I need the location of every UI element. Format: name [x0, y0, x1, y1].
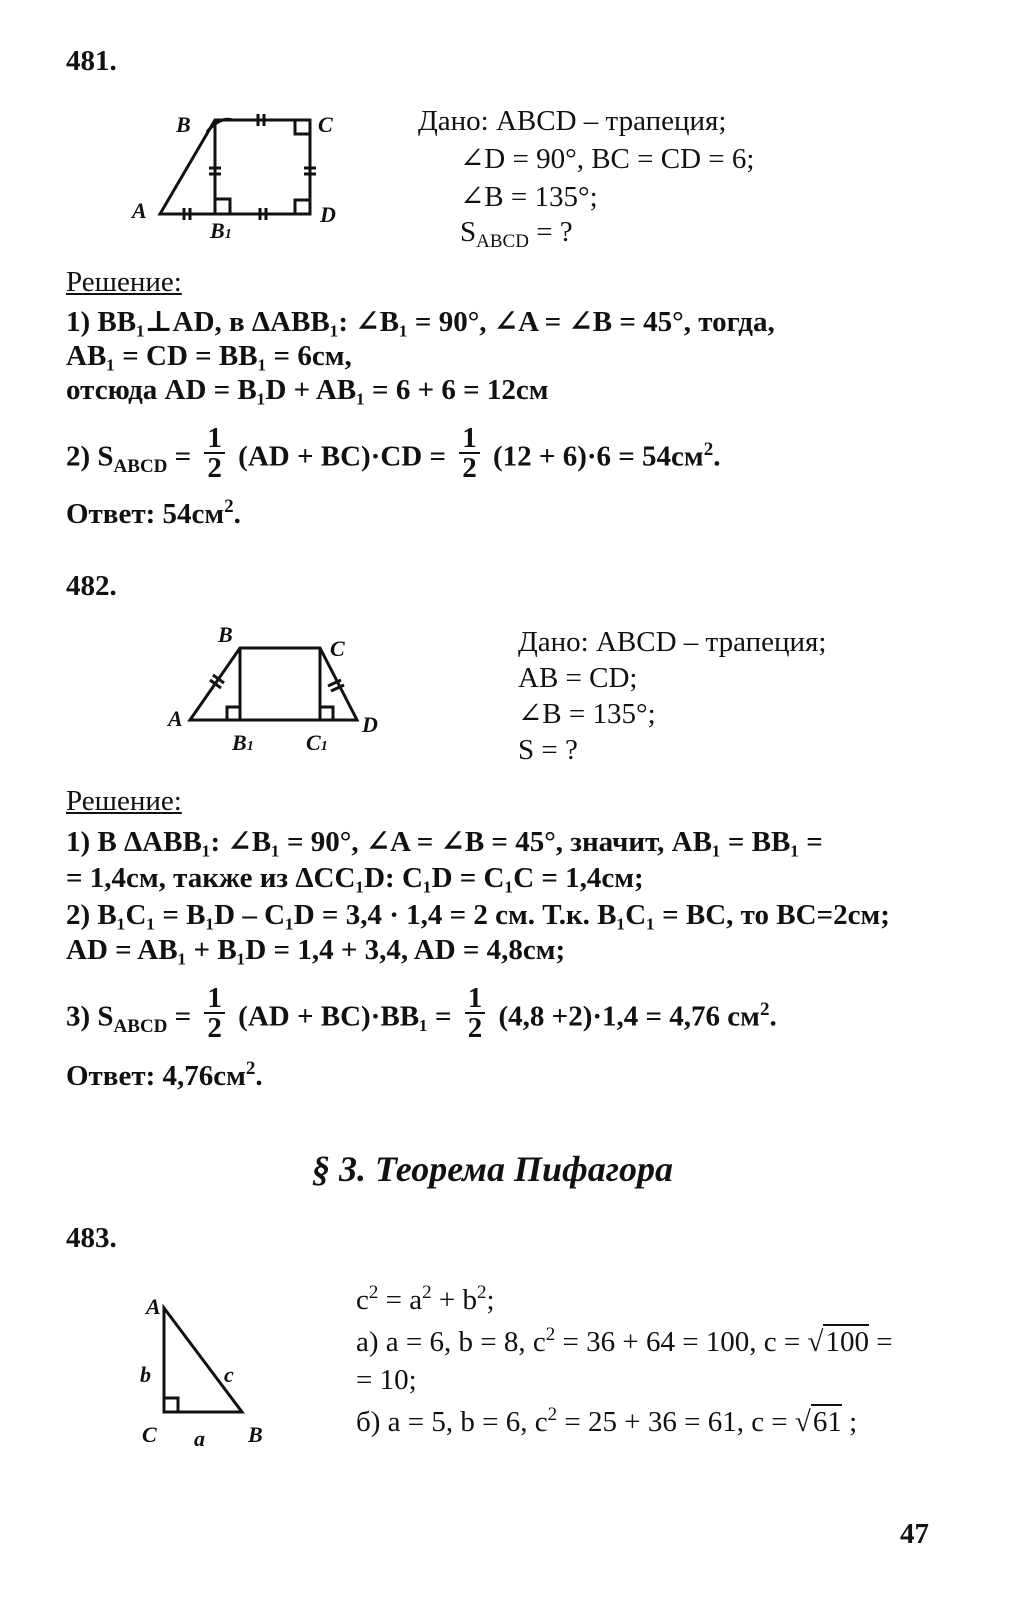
vertex-label-c: C — [330, 636, 345, 661]
fraction-one-half: $\frac{1}{2}$ — [459, 424, 480, 482]
solution-481-line-4: 2) $S_{ABCD}$ = $\frac{1}{2}$ (AD + BC)·CD = $\frac{1}{2}$ $(12 + 6)\cdot 6 = 54см^2$. — [66, 422, 721, 484]
solution-481-line-1: 1) BB₁⊥AD, в ΔABB₁: ∠B₁ = 90°, ∠A = ∠B = 45°, тогда, — [66, 306, 775, 338]
vertex-label-a: A — [168, 706, 183, 731]
vertex-label-c: C — [318, 112, 333, 137]
solution-heading-482: Решение: — [66, 785, 182, 817]
solution-heading-481: Решение: — [66, 266, 182, 298]
given-481-line-2: ∠D = 90°, BC = CD = 6; — [460, 143, 755, 175]
given-482-line-4: S = ? — [518, 734, 578, 766]
fraction-one-half: $\frac{1}{2}$ — [204, 424, 225, 482]
vertex-label-d: D — [362, 712, 378, 737]
side-label-b: b — [140, 1362, 151, 1387]
solution-483-line-4: б) a = 5, b = 6, $c^2 = 25 + 36 = 61$, c = √61 ; — [356, 1404, 858, 1438]
given-481-line-1: Дано: ABCD – трапеция; — [418, 105, 727, 137]
side-label-a: a — [194, 1426, 205, 1451]
right-triangle-figure-483 — [158, 1300, 268, 1420]
fraction-one-half: $\frac{1}{2}$ — [465, 984, 486, 1042]
given-481-line-4: $S_{ABCD}$ = ? — [460, 216, 573, 252]
solution-482-line-5: 3) $S_{ABCD}$ = $\frac{1}{2}$ (AD + BC)·BB₁ = $\frac{1}{2}$ (4,8 +2)·1,4 = 4,76 $см^2$. — [66, 982, 777, 1044]
problem-number-483: 483. — [66, 1222, 117, 1254]
solution-481-line-3: отсюда AD = B₁D + AB₁ = 6 + 6 = 12см — [66, 374, 549, 406]
section-title: § 3. Теорема Пифагора — [312, 1149, 674, 1189]
vertex-label-a: A — [132, 198, 147, 223]
solution-483-line-1: $c^2 = a^2 + b^2$; — [356, 1282, 495, 1316]
page-number: 47 — [900, 1518, 929, 1550]
vertex-label-c1: C1 — [306, 730, 328, 755]
isosceles-trapezoid-figure-482 — [185, 640, 385, 730]
fraction-one-half: $\frac{1}{2}$ — [204, 984, 225, 1042]
answer-481: Ответ: $54см^2$. — [66, 496, 241, 530]
answer-482: Ответ: $4,76см^2$. — [66, 1058, 263, 1092]
solution-483-line-3: = 10; — [356, 1364, 417, 1396]
given-482-line-1: Дано: ABCD – трапеция; — [518, 626, 827, 658]
vertex-label-d: D — [320, 202, 336, 227]
vertex-label-b1: B1 — [210, 218, 232, 243]
solution-482-line-3: 2) B₁C₁ = B₁D – C₁D = 3,4 · 1,4 = 2 см. Т.к. B₁C₁ = BC, то BC=2см; — [66, 899, 890, 931]
vertex-label-b1: B1 — [232, 730, 254, 755]
problem-number-482: 482. — [66, 570, 117, 602]
given-481-line-3: ∠B = 135°; — [460, 181, 598, 213]
vertex-label-b: B — [248, 1422, 263, 1447]
solution-483-line-2: а) a = 6, b = 8, $c^2 = 36 + 64 = 100$, c = √100 = — [356, 1324, 893, 1358]
solution-482-line-1: 1) В ΔABB₁: ∠B₁ = 90°, ∠A = ∠B = 45°, значит, AB₁ = BB₁ = — [66, 826, 823, 858]
side-label-c: c — [224, 1362, 234, 1387]
vertex-label-a: A — [146, 1294, 161, 1319]
vertex-label-b: B — [218, 622, 233, 647]
solution-481-line-2: AB₁ = CD = BB₁ = 6см, — [66, 340, 352, 372]
vertex-label-b: B — [176, 112, 191, 137]
problem-number-481: 481. — [66, 45, 117, 77]
given-482-line-3: ∠B = 135°; — [518, 698, 656, 730]
solution-482-line-4: AD = AB₁ + B₁D = 1,4 + 3,4, AD = 4,8см; — [66, 934, 566, 966]
solution-482-line-2: = 1,4см, также из ΔCC₁D: C₁D = C₁C = 1,4см; — [66, 862, 644, 894]
given-482-line-2: AB = CD; — [518, 662, 638, 694]
vertex-label-c: C — [142, 1422, 157, 1447]
